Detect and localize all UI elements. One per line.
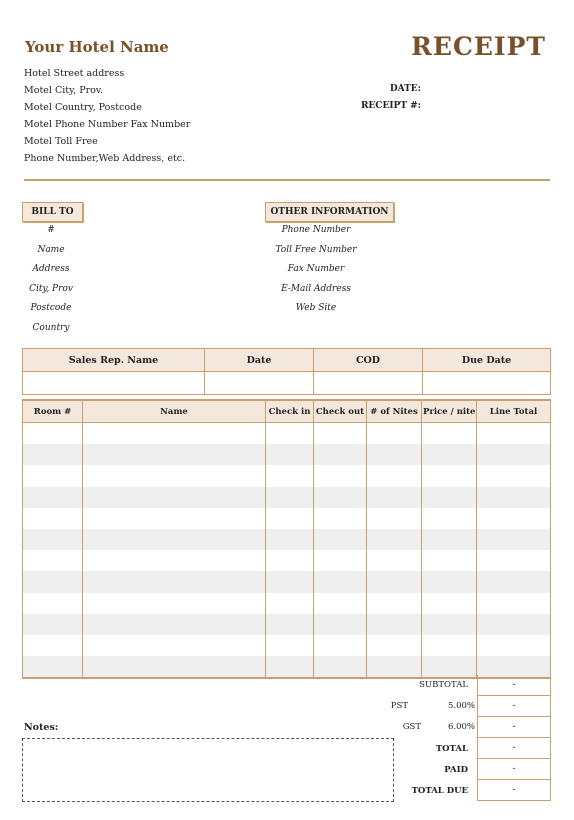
table-cell[interactable] (23, 614, 83, 635)
table-cell[interactable] (422, 444, 477, 465)
table-cell[interactable] (23, 423, 83, 445)
table-cell[interactable] (422, 635, 477, 656)
header-divider (24, 179, 550, 181)
table-cell[interactable] (83, 656, 266, 678)
table-cell[interactable] (314, 487, 367, 508)
items-table (22, 399, 551, 679)
table-cell[interactable] (477, 529, 551, 550)
gst-value[interactable]: - (477, 717, 551, 738)
pst-value[interactable]: - (477, 696, 551, 717)
bill-to-city-field[interactable]: City, Prov (29, 283, 73, 294)
table-cell[interactable] (422, 571, 477, 592)
table-cell[interactable] (422, 465, 477, 486)
table-row (23, 593, 551, 614)
address-line: Motel City, Prov. (24, 85, 104, 96)
name-header: Name (83, 400, 266, 423)
table-cell[interactable] (477, 508, 551, 529)
table-cell[interactable] (422, 593, 477, 614)
pst-rate[interactable]: 5.00% (447, 701, 475, 711)
line-total-header: Line Total (477, 400, 551, 423)
table-cell[interactable] (367, 550, 422, 571)
table-cell[interactable] (367, 571, 422, 592)
table-row (23, 550, 551, 571)
bill-to-address-field[interactable]: Address (32, 264, 70, 275)
table-cell[interactable] (83, 444, 266, 465)
notes-label: Notes: (24, 722, 59, 733)
table-cell[interactable] (367, 444, 422, 465)
items-table-body (23, 423, 551, 679)
document-title: RECEIPT (411, 32, 546, 61)
table-row (23, 487, 551, 508)
date-label: DATE: (389, 84, 421, 94)
table-cell[interactable] (83, 614, 266, 635)
pst-label: PST (390, 701, 408, 711)
total-value[interactable]: - (477, 738, 551, 759)
table-cell[interactable] (83, 593, 266, 614)
table-cell[interactable] (477, 487, 551, 508)
table-cell[interactable] (422, 550, 477, 571)
check-out-header: Check out (314, 400, 367, 423)
table-cell[interactable] (367, 593, 422, 614)
bill-to-fields (20, 221, 82, 339)
table-cell[interactable] (314, 529, 367, 550)
table-cell[interactable] (23, 465, 83, 486)
table-cell[interactable] (266, 444, 314, 465)
hotel-name: Your Hotel Name (25, 38, 169, 56)
fax-number-field[interactable]: Fax Number (287, 264, 345, 275)
table-row (23, 465, 551, 486)
table-row (23, 529, 551, 550)
paid-label: PAID (444, 765, 468, 775)
cod-cell[interactable] (314, 372, 423, 395)
table-row (23, 656, 551, 678)
price-per-nite-header: Price / nite (422, 400, 477, 423)
table-cell[interactable] (477, 593, 551, 614)
due-date-cell[interactable] (423, 372, 551, 395)
table-cell[interactable] (367, 423, 422, 445)
table-cell[interactable] (23, 487, 83, 508)
address-line: Hotel Street address (24, 68, 125, 79)
table-cell[interactable] (266, 487, 314, 508)
table-cell[interactable] (23, 656, 83, 678)
table-cell[interactable] (367, 656, 422, 678)
table-cell[interactable] (477, 423, 551, 445)
sales-rep-cell[interactable] (23, 372, 205, 395)
receipt-number-label: RECEIPT #: (360, 101, 421, 111)
bill-to-postcode-field[interactable]: Postcode (30, 303, 72, 314)
address-line: Phone Number,Web Address, etc. (24, 153, 186, 164)
sales-info-table (22, 348, 551, 395)
table-cell[interactable] (83, 508, 266, 529)
other-info-heading: OTHER INFORMATION (265, 202, 394, 222)
table-cell[interactable] (83, 550, 266, 571)
table-cell[interactable] (422, 614, 477, 635)
table-cell[interactable] (477, 550, 551, 571)
date-header: Date (205, 349, 314, 372)
address-line: Motel Country, Postcode (24, 102, 142, 113)
table-cell[interactable] (266, 635, 314, 656)
phone-number-field[interactable]: Phone Number (281, 225, 351, 235)
table-cell[interactable] (83, 529, 266, 550)
table-cell[interactable] (266, 465, 314, 486)
check-in-header: Check in (266, 400, 314, 423)
table-cell[interactable] (477, 635, 551, 656)
subtotal-value[interactable]: - (477, 675, 551, 696)
bill-to-country-field[interactable]: Country (32, 322, 70, 333)
table-cell[interactable] (83, 487, 266, 508)
table-cell[interactable] (314, 550, 367, 571)
table-cell[interactable] (367, 614, 422, 635)
table-row (23, 614, 551, 635)
table-cell[interactable] (314, 571, 367, 592)
table-cell[interactable] (314, 614, 367, 635)
subtotal-label: SUBTOTAL (419, 680, 468, 690)
table-cell[interactable] (477, 444, 551, 465)
table-cell[interactable] (23, 444, 83, 465)
table-cell[interactable] (477, 571, 551, 592)
total-due-label: TOTAL DUE (411, 786, 468, 796)
table-cell[interactable] (23, 529, 83, 550)
nites-header: # of Nites (367, 400, 422, 423)
table-cell[interactable] (266, 423, 314, 445)
table-cell[interactable] (266, 614, 314, 635)
table-row (23, 571, 551, 592)
table-cell[interactable] (367, 529, 422, 550)
table-cell[interactable] (367, 508, 422, 529)
table-cell[interactable] (422, 423, 477, 445)
address-line: Motel Phone Number Fax Number (24, 119, 191, 130)
email-field[interactable]: E-Mail Address (281, 283, 351, 294)
table-cell[interactable] (266, 529, 314, 550)
table-cell[interactable] (422, 656, 477, 678)
table-row (23, 444, 551, 465)
table-cell[interactable] (314, 465, 367, 486)
table-cell[interactable] (422, 529, 477, 550)
date-cell[interactable] (205, 372, 314, 395)
table-cell[interactable] (23, 635, 83, 656)
table-cell[interactable] (314, 423, 367, 445)
table-cell[interactable] (266, 656, 314, 678)
table-cell[interactable] (83, 465, 266, 486)
table-cell[interactable] (266, 593, 314, 614)
gst-rate[interactable]: 6.00% (447, 722, 475, 732)
room-number-header: Room # (23, 400, 83, 423)
table-cell[interactable] (23, 593, 83, 614)
table-cell[interactable] (367, 487, 422, 508)
table-cell[interactable] (314, 635, 367, 656)
table-cell[interactable] (314, 656, 367, 678)
table-cell[interactable] (266, 508, 314, 529)
table-cell[interactable] (266, 550, 314, 571)
table-row (23, 508, 551, 529)
cod-header: COD (314, 349, 423, 372)
table-cell[interactable] (477, 614, 551, 635)
web-site-field[interactable]: Web Site (295, 303, 337, 314)
table-cell[interactable] (314, 508, 367, 529)
bill-to-number-field[interactable]: # (47, 225, 55, 235)
table-cell[interactable] (83, 635, 266, 656)
hotel-address-block (24, 65, 190, 167)
gst-label: GST (402, 722, 421, 732)
toll-free-field[interactable]: Toll Free Number (275, 244, 357, 255)
notes-field[interactable] (22, 738, 394, 802)
total-due-value[interactable]: - (477, 780, 551, 801)
table-cell[interactable] (83, 423, 266, 445)
total-label: TOTAL (435, 744, 468, 754)
table-cell[interactable] (23, 550, 83, 571)
due-date-header: Due Date (423, 349, 551, 372)
other-info-fields (252, 221, 380, 319)
paid-value[interactable]: - (477, 759, 551, 780)
table-cell[interactable] (23, 508, 83, 529)
table-row (23, 423, 551, 445)
table-cell[interactable] (83, 571, 266, 592)
table-cell[interactable] (367, 465, 422, 486)
table-cell[interactable] (314, 444, 367, 465)
table-cell[interactable] (477, 465, 551, 486)
sales-rep-header: Sales Rep. Name (23, 349, 205, 372)
table-cell[interactable] (422, 487, 477, 508)
table-cell[interactable] (266, 571, 314, 592)
bill-to-name-field[interactable]: Name (37, 244, 65, 255)
bill-to-heading: BILL TO (22, 202, 83, 222)
table-row (23, 635, 551, 656)
table-cell[interactable] (23, 571, 83, 592)
table-cell[interactable] (314, 593, 367, 614)
address-line: Motel Toll Free (24, 136, 98, 147)
table-cell[interactable] (422, 508, 477, 529)
table-cell[interactable] (367, 635, 422, 656)
